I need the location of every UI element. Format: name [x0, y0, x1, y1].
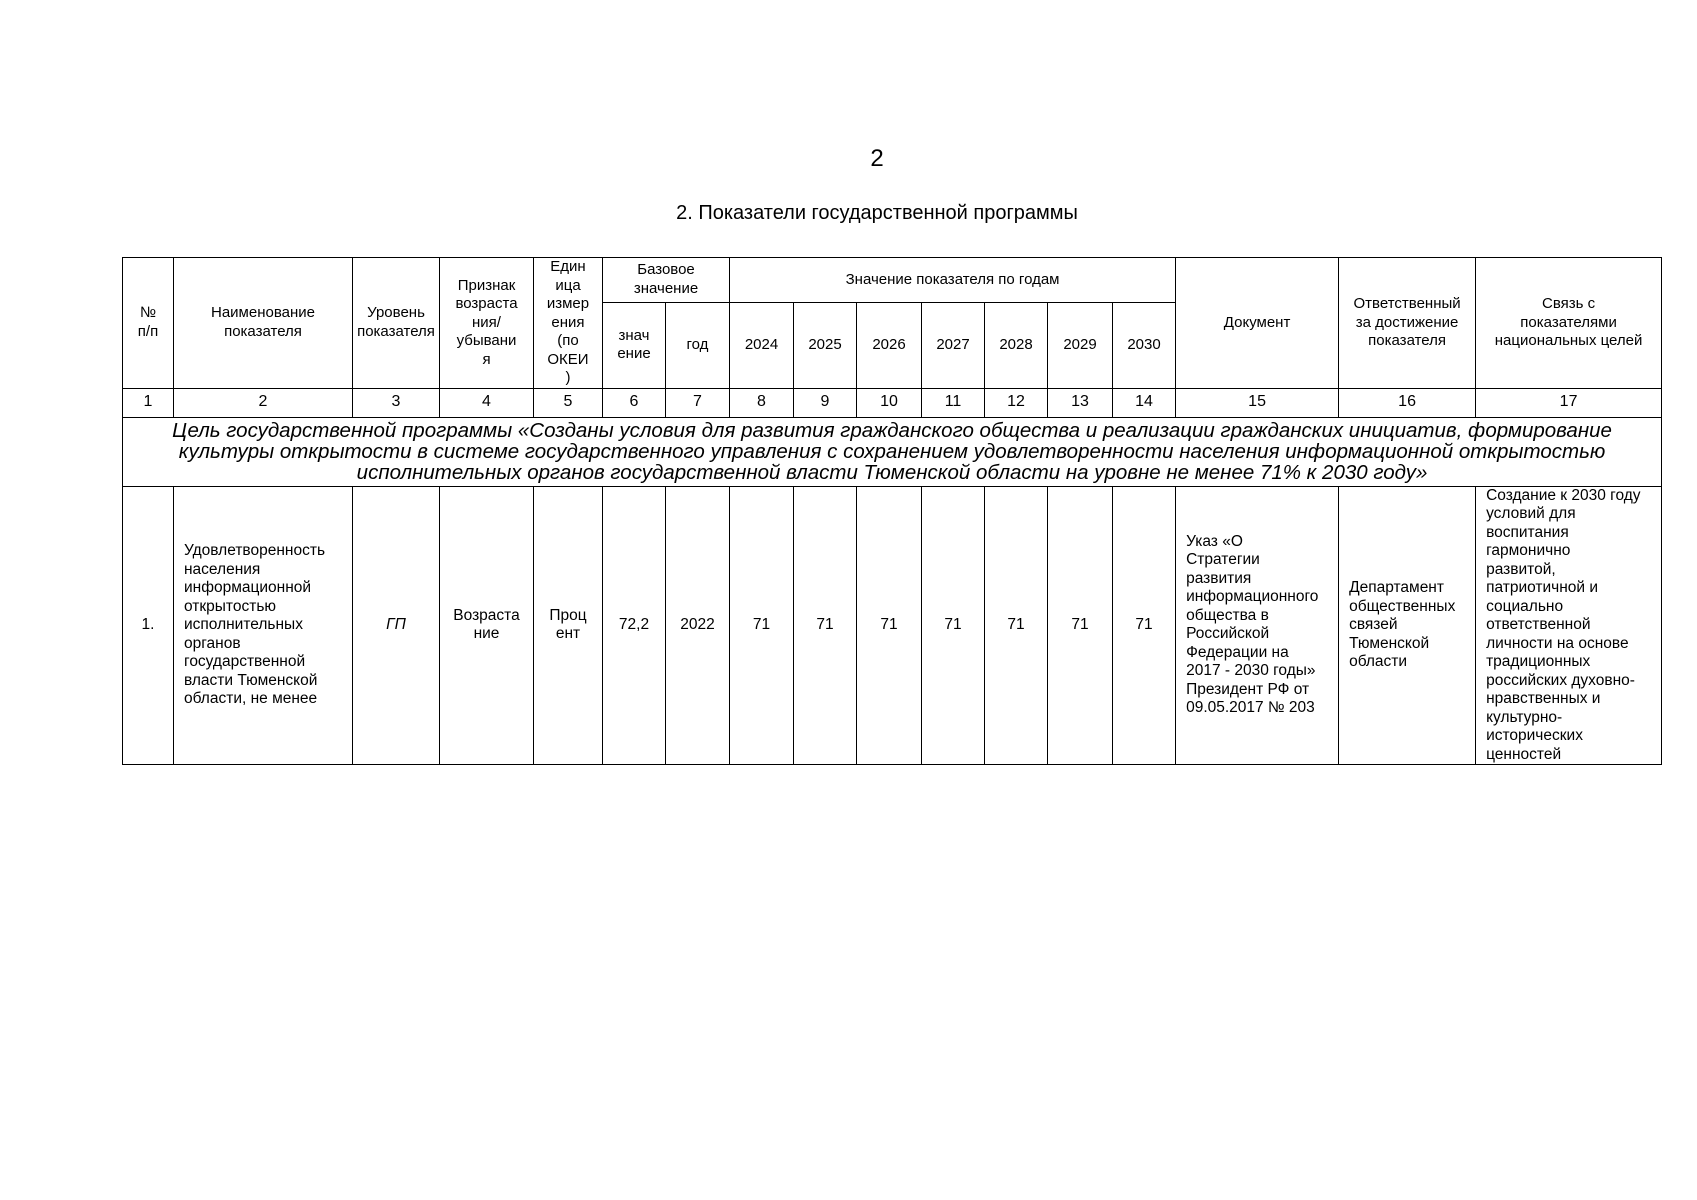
header-year: 2026 [857, 302, 922, 388]
section-title: 2. Показатели государственной программы [676, 202, 1078, 224]
header-year: 2029 [1048, 302, 1113, 388]
row-base-value: 72,2 [603, 486, 666, 765]
column-number: 17 [1476, 388, 1662, 417]
header-years-group: Значение показателя по годам [730, 258, 1176, 303]
header-base-year: год [666, 302, 730, 388]
column-number: 14 [1113, 388, 1176, 417]
row-responsible: Департамент общественных связей Тюменской области [1339, 486, 1476, 765]
goal-text: Цель государственной программы «Созданы условия для развития гражданского общества и реализации гражданских инициатив, формирование культуры открытости в системе государственного управления с сохранением удовлетворенности населения информационной открытостью исполнительных органов государственной власти Тюменской области на уровне не менее 71% к 2030 году» [123, 417, 1662, 486]
header-level: Уровень показателя [353, 258, 440, 389]
column-number-row [123, 388, 1662, 417]
column-number: 2 [174, 388, 353, 417]
goal-row [123, 417, 1662, 486]
column-number: 4 [440, 388, 534, 417]
row-base-year: 2022 [666, 486, 730, 765]
header-name: Наименование показателя [174, 258, 353, 389]
row-document: Указ «О Стратегии развития информационного общества в Российской Федерации на 2017 - 2030 годы» Президент РФ от 09.05.2017 № 203 [1176, 486, 1339, 765]
column-number: 13 [1048, 388, 1113, 417]
column-number: 12 [985, 388, 1048, 417]
header-sign: Признак возраста ния/ убывани я [440, 258, 534, 389]
table-row [123, 486, 1662, 765]
row-value: 71 [730, 486, 794, 765]
header-row-top [123, 258, 1662, 303]
column-number: 5 [534, 388, 603, 417]
column-number: 10 [857, 388, 922, 417]
header-unit: Един ица измер ения (по ОКЕИ ) [534, 258, 603, 389]
row-value: 71 [857, 486, 922, 765]
header-year: 2025 [794, 302, 857, 388]
column-number: 16 [1339, 388, 1476, 417]
header-document: Документ [1176, 258, 1339, 389]
header-year: 2028 [985, 302, 1048, 388]
column-number: 6 [603, 388, 666, 417]
row-level: ГП [353, 486, 440, 765]
row-link: Создание к 2030 году условий для воспитания гармонично развитой, патриотичной и социально ответственной личности на основе традиционных российских духовно- нравственных и культурно- исторических ценностей [1476, 486, 1662, 765]
header-year: 2024 [730, 302, 794, 388]
column-number: 15 [1176, 388, 1339, 417]
header-link: Связь с показателями национальных целей [1476, 258, 1662, 389]
row-value: 71 [1048, 486, 1113, 765]
header-year: 2030 [1113, 302, 1176, 388]
header-base-value: знач ение [603, 302, 666, 388]
column-number: 1 [123, 388, 174, 417]
row-value: 71 [985, 486, 1048, 765]
indicators-table [122, 257, 1662, 765]
header-year: 2027 [922, 302, 985, 388]
column-number: 7 [666, 388, 730, 417]
header-base: Базовое значение [603, 258, 730, 303]
row-value: 71 [794, 486, 857, 765]
row-value: 71 [1113, 486, 1176, 765]
row-name: Удовлетворенность населения информационной открытостью исполнительных органов государственной власти Тюменской области, не менее [174, 486, 353, 765]
row-unit: Проц ент [534, 486, 603, 765]
column-number: 9 [794, 388, 857, 417]
header-num: № п/п [123, 258, 174, 389]
row-value: 71 [922, 486, 985, 765]
column-number: 3 [353, 388, 440, 417]
row-sign: Возраста ние [440, 486, 534, 765]
row-num: 1. [123, 486, 174, 765]
header-responsible: Ответственный за достижение показателя [1339, 258, 1476, 389]
page-number: 2 [870, 145, 884, 172]
column-number: 11 [922, 388, 985, 417]
column-number: 8 [730, 388, 794, 417]
